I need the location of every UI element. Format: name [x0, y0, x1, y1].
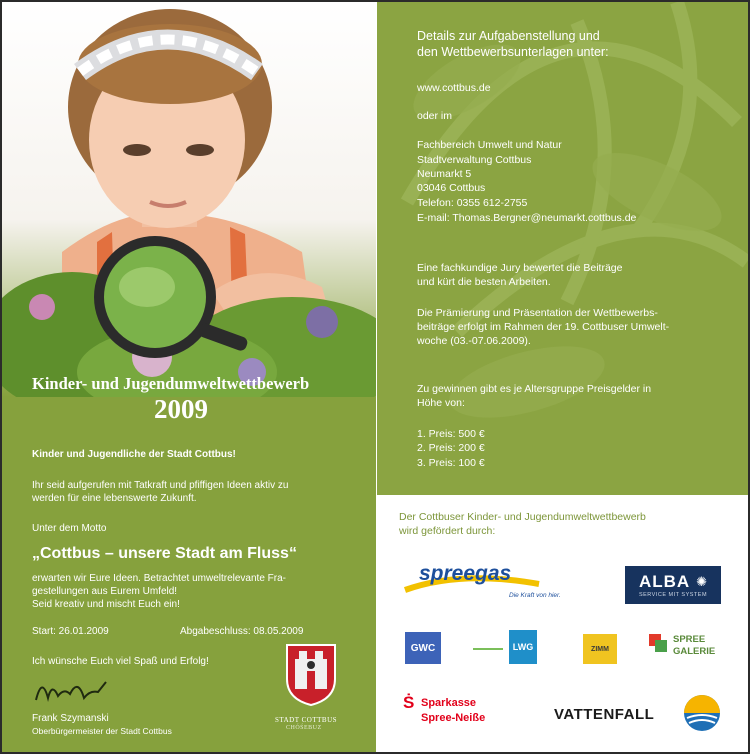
leaf-watermark [377, 2, 748, 495]
crest-caption-1: STADT COTTBUS [275, 716, 338, 724]
contest-title: Kinder- und Jugendumweltwettbewerb [32, 374, 310, 393]
motto: „Cottbus – unsere Stadt am Fluss“ [32, 545, 297, 562]
award-line-3: woche (03.-07.06.2009). [417, 335, 531, 347]
details-line-2: den Wettbewerbsunterlagen unter: [417, 45, 609, 59]
body-line-3: Seid kreativ und mischt Euch ein! [32, 599, 180, 610]
alba-wordmark: ALBA [638, 572, 691, 591]
award-line-1: Die Prämierung und Präsentation der Wettbewerbs- [417, 307, 658, 319]
phone: Telefon: 0355 612-2755 [417, 197, 528, 209]
address-line-1: Fachbereich Umwelt und Natur [417, 139, 562, 151]
details-line-1: Details zur Aufgabenstellung und [417, 29, 600, 43]
left-panel [2, 2, 376, 752]
start-date: Start: 26.01.2009 [32, 626, 109, 637]
city-crest [285, 643, 337, 707]
body-line-2: gestellungen aus Eurem Umfeld! [32, 586, 178, 597]
lwg-logo [473, 630, 539, 666]
motto-label: Unter dem Motto [32, 523, 107, 534]
deadline-date: Abgabeschluss: 08.05.2009 [180, 626, 304, 637]
galerie-word-2: GALERIE [673, 646, 716, 657]
alba-star-icon: ✺ [696, 574, 708, 589]
address-line-2: Stadtverwaltung Cottbus [417, 154, 532, 166]
photo-illustration [2, 2, 376, 397]
alba-logo [625, 566, 721, 604]
oder-im: oder im [417, 110, 453, 122]
sparkasse-logo [403, 693, 513, 731]
spreegas-logo [401, 562, 561, 602]
lwg-mark: LWG [509, 630, 537, 664]
child-magnifier-photo [2, 2, 376, 397]
contest-year: 2009 [154, 394, 208, 424]
address-line-4: 03046 Cottbus [417, 182, 486, 194]
sparkasse-word-2: Spree-Neiße [421, 712, 486, 724]
right-panel [377, 2, 748, 495]
prize-1: 1. Preis: 500 € [417, 428, 485, 440]
galerie-word-1: SPREE [673, 634, 706, 645]
galerie-square-green [655, 640, 667, 652]
gwc-logo: GWC [405, 632, 441, 664]
address-line-3: Neumarkt 5 [417, 168, 472, 180]
crest-caption-2: CHÓŚEBUZ [286, 725, 322, 731]
prize-3: 3. Preis: 100 € [417, 457, 485, 469]
jury-line-1: Eine fachkundige Jury bewertet die Beiträge [417, 262, 623, 274]
vattenfall-wordmark: VATTENFALL [554, 706, 655, 723]
signer-name: Frank Szymanski [32, 713, 109, 724]
award-line-2: beiträge erfolgt im Rahmen der 19. Cottbuser Umwelt- [417, 321, 670, 333]
zimm-logo: ZIMM [583, 634, 617, 664]
signature [32, 670, 112, 710]
sparkasse-word-1: Sparkasse [421, 697, 477, 709]
prizes-intro-1: Zu gewinnen gibt es je Altersgruppe Preisgelder in [417, 383, 652, 395]
alba-subtitle: SERVICE MIT SYSTEM [638, 592, 708, 598]
jury-line-2: und kürt die besten Arbeiten. [417, 276, 551, 288]
email-link[interactable]: E-mail: Thomas.Bergner@neumarkt.cottbus.de [417, 212, 637, 224]
lwg-line [473, 648, 503, 650]
greeting: Kinder und Jugendliche der Stadt Cottbus! [32, 449, 236, 460]
sponsors-intro-1: Der Cottbuser Kinder- und Jugendumweltwettbewerb [399, 511, 646, 523]
prize-2: 2. Preis: 200 € [417, 442, 485, 454]
spreegas-wordmark: spreegas [419, 562, 512, 585]
sponsors-panel [377, 495, 748, 752]
wish-text: Ich wünsche Euch viel Spaß und Erfolg! [32, 656, 209, 667]
intro-line-2: werden für eine lebenswerte Zukunft. [32, 493, 197, 504]
prizes-intro-2: Höhe von: [417, 397, 465, 409]
spree-galerie-logo [649, 632, 725, 666]
signer-title: Oberbürgermeister der Stadt Cottbus [32, 726, 172, 736]
sponsors-intro-2: wird gefördert durch: [399, 525, 496, 537]
body-line-1: erwarten wir Eure Ideen. Betrachtet umweltrelevante Fra- [32, 573, 286, 584]
intro-line-1: Ihr seid aufgerufen mit Tatkraft und pfiffigen Ideen aktiv zu [32, 480, 289, 491]
website-link[interactable]: www.cottbus.de [417, 82, 491, 94]
spreegas-tagline: Die Kraft von hier. [509, 592, 561, 599]
vattenfall-sun-icon [683, 694, 721, 732]
sparkasse-s-icon: Ṡ [403, 693, 415, 712]
